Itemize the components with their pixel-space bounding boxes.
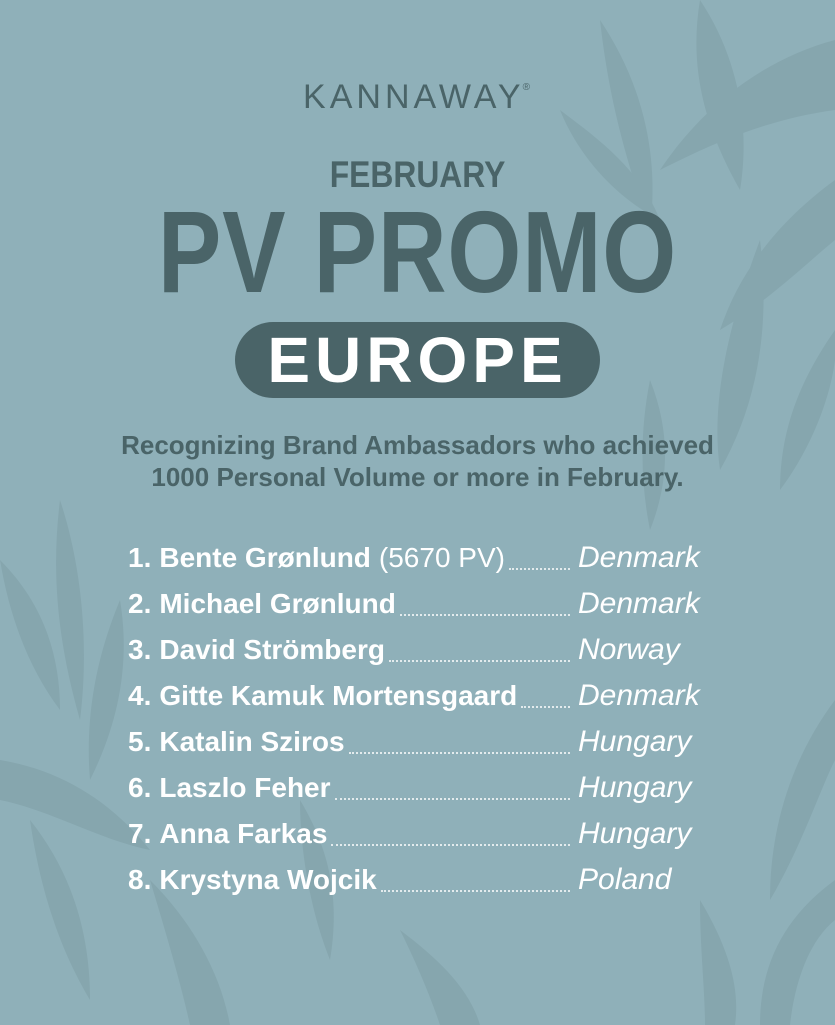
country: Hungary — [578, 771, 692, 804]
ambassador-name: David Strömberg — [159, 634, 385, 665]
dot-leader — [381, 890, 570, 892]
ambassador-name: Bente Grønlund — [159, 542, 371, 573]
list-item — [128, 814, 728, 860]
rank-number: 4. — [128, 680, 152, 711]
rank-number: 7. — [128, 818, 152, 849]
brand-logo — [0, 78, 835, 117]
rank-number: 5. — [128, 726, 152, 757]
rank-number: 2. — [128, 588, 152, 619]
rank-number: 3. — [128, 634, 152, 665]
list-item — [128, 538, 728, 584]
list-item — [128, 676, 728, 722]
country: Hungary — [578, 725, 692, 758]
ambassador-name: Krystyna Wojcik — [159, 864, 377, 895]
dot-leader — [521, 706, 570, 708]
registered-mark: ® — [522, 82, 530, 93]
description-line-1: Recognizing Brand Ambassadors who achieved — [121, 430, 714, 460]
rank-number: 8. — [128, 864, 152, 895]
rank-number: 1. — [128, 542, 152, 573]
description-line-2: 1000 Personal Volume or more in February. — [151, 462, 684, 492]
country: Denmark — [578, 541, 700, 574]
list-item — [128, 722, 728, 768]
promo-month: FEBRUARY — [329, 154, 506, 195]
dot-leader — [400, 614, 570, 616]
brand-name: KANNAWAY — [303, 78, 525, 116]
country: Poland — [578, 863, 672, 896]
ambassador-list — [128, 538, 728, 906]
dot-leader — [509, 568, 570, 570]
ambassador-name: Michael Grønlund — [159, 588, 396, 619]
ambassador-name: Anna Farkas — [159, 818, 328, 849]
promo-description — [40, 429, 795, 493]
ambassador-name: Laszlo Feher — [159, 772, 331, 803]
dot-leader — [335, 798, 570, 800]
ambassador-name: Katalin Sziros — [159, 726, 345, 757]
country: Hungary — [578, 817, 692, 850]
region-label: EUROPE — [267, 324, 568, 396]
list-item — [128, 860, 728, 906]
list-item — [128, 768, 728, 814]
country: Norway — [578, 633, 680, 666]
list-item — [128, 584, 728, 630]
dot-leader — [389, 660, 570, 662]
personal-volume: (5670 PV) — [378, 542, 505, 573]
list-item — [128, 630, 728, 676]
ambassador-name: Gitte Kamuk Mortensgaard — [159, 680, 518, 711]
dot-leader — [349, 752, 570, 754]
country: Denmark — [578, 679, 700, 712]
promo-title: PV PROMO — [157, 187, 678, 317]
rank-number: 6. — [128, 772, 152, 803]
region-badge — [235, 322, 600, 398]
dot-leader — [331, 844, 570, 846]
country: Denmark — [578, 587, 700, 620]
